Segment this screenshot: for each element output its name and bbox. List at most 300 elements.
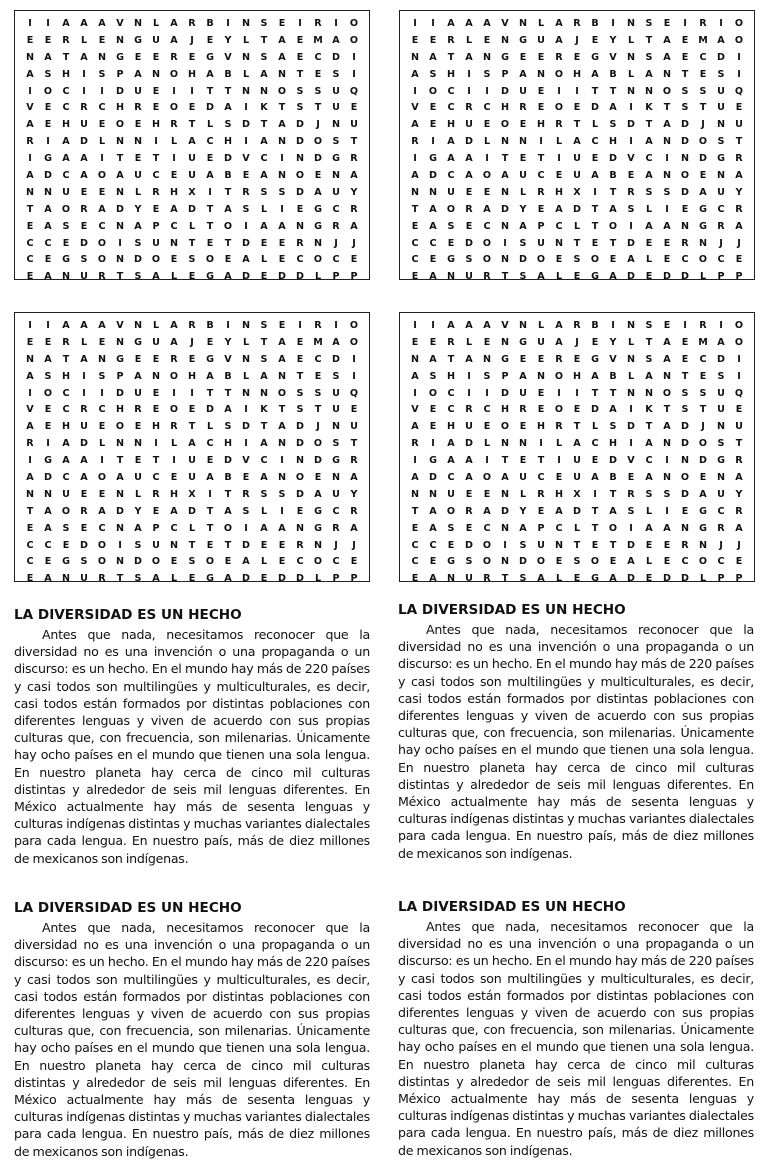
grid-row (23, 32, 361, 49)
grid-letter: D (663, 271, 671, 283)
grid-letter: I (100, 455, 104, 467)
grid-row (408, 385, 746, 402)
grid-letter: C (260, 455, 268, 467)
grid-letter: I (485, 387, 489, 399)
grid-letter: I (334, 17, 338, 29)
grid-letter: O (482, 237, 492, 249)
grid-letter: A (224, 102, 232, 114)
grid-letter: E (465, 186, 473, 198)
grid-letter: A (411, 370, 419, 382)
reading-body: Antes que nada, necesitamos reconocer que la diversidad no es una invención o una propaganda o un discurso: es un hecho. En el mundo hay más de 220 países y casi todos son multilingües y multiculturales, es decir, casi todos están formados por distintas poblaciones con diferentes lenguas y viven de acuerdo con sus propias culturas que, con frecuencia, son milenarias. Únicamente hay ocho países en el mundo que tienen una sola lengua. En nuestro planeta hay cerca de cinco mil culturas distintas y alrededor de seis mil lenguas diferentes. En México actualmente hay más de sesenta lenguas y culturas indígenas distintas y muchas variantes dialectales para cada lengua. En nuestro país, más de diez millones de mexicanos son indígenas. (398, 919, 754, 1158)
grid-letter: N (25, 51, 35, 63)
grid-letter: O (698, 136, 708, 148)
grid-letter: A (609, 573, 617, 585)
grid-letter: U (465, 573, 473, 585)
grid-letter: I (557, 455, 561, 467)
grid-letter: A (62, 438, 70, 450)
grid-letter: R (447, 34, 455, 46)
grid-letter: U (188, 455, 196, 467)
grid-letter: I (244, 522, 248, 534)
grid-letter: E (188, 353, 196, 365)
grid-letter: E (681, 505, 689, 517)
grid-letter: S (717, 68, 725, 80)
grid-letter: N (25, 353, 35, 365)
grid-letter: D (296, 421, 304, 433)
grid-letter: R (170, 353, 178, 365)
grid-letter: P (501, 68, 509, 80)
grid-letter: E (152, 102, 160, 114)
grid-letter: R (519, 102, 527, 114)
grid-letter: E (429, 404, 437, 416)
grid-letter: E (537, 505, 545, 517)
grid-row (23, 385, 361, 402)
grid-letter: N (662, 438, 672, 450)
grid-letter: E (260, 539, 268, 551)
grid-letter: R (735, 505, 743, 517)
grid-letter: S (314, 387, 322, 399)
grid-letter: U (350, 119, 358, 131)
grid-letter: I (413, 153, 417, 165)
grid-letter: N (662, 169, 672, 181)
grid-letter: S (681, 85, 689, 97)
grid-letter: N (25, 186, 35, 198)
grid-letter: A (44, 203, 52, 215)
grid-letter: N (43, 186, 53, 198)
grid-row (408, 83, 746, 100)
grid-letter: A (260, 169, 268, 181)
grid-letter: G (699, 220, 707, 232)
grid-letter: I (629, 102, 633, 114)
grid-letter: D (681, 573, 689, 585)
grid-letter: D (465, 237, 473, 249)
grid-letter: R (627, 186, 635, 198)
grid-letter: L (314, 573, 322, 585)
grid-letter: I (611, 17, 615, 29)
grid-letter: D (332, 353, 340, 365)
grid-letter: D (519, 254, 527, 266)
grid-letter: S (627, 505, 635, 517)
grid-letter: R (555, 51, 563, 63)
grid-letter: A (80, 471, 88, 483)
grid-letter: D (116, 387, 124, 399)
grid-letter: N (410, 51, 420, 63)
grid-letter: D (627, 271, 635, 283)
grid-letter: R (62, 34, 70, 46)
grid-letter: A (663, 220, 671, 232)
grid-letter: N (500, 34, 510, 46)
grid-letter: A (717, 336, 725, 348)
grid-letter: R (555, 119, 563, 131)
grid-letter: A (699, 488, 707, 500)
grid-letter: A (411, 68, 419, 80)
grid-row (408, 520, 746, 537)
grid-letter: O (482, 556, 492, 568)
grid-letter: Y (134, 203, 142, 215)
grid-letter: A (260, 438, 268, 450)
grid-letter: P (717, 573, 725, 585)
grid-letter: I (629, 438, 633, 450)
grid-letter: I (226, 319, 230, 331)
grid-letter: A (26, 471, 34, 483)
grid-letter: D (242, 421, 250, 433)
grid-letter: O (205, 254, 215, 266)
grid-letter: J (701, 421, 705, 433)
grid-letter: H (572, 370, 582, 382)
grid-letter: D (627, 237, 635, 249)
grid-letter: H (61, 119, 71, 131)
grid-letter: N (331, 119, 341, 131)
grid-letter: G (134, 34, 142, 46)
grid-letter: E (555, 556, 563, 568)
grid-row (23, 418, 361, 435)
grid-letter: O (151, 556, 161, 568)
grid-row (23, 201, 361, 218)
grid-letter: T (663, 102, 671, 114)
grid-letter: E (26, 271, 34, 283)
grid-letter: C (206, 136, 214, 148)
grid-letter: A (447, 17, 455, 29)
grid-letter: T (681, 370, 689, 382)
grid-letter: E (44, 336, 52, 348)
grid-letter: E (44, 404, 52, 416)
grid-letter: N (716, 169, 726, 181)
grid-letter: A (260, 370, 268, 382)
grid-letter: N (241, 51, 251, 63)
grid-letter: O (295, 169, 305, 181)
grid-letter: N (151, 370, 161, 382)
grid-letter: G (591, 353, 599, 365)
grid-letter: A (591, 370, 599, 382)
grid-letter: A (242, 556, 250, 568)
grid-letter: R (350, 153, 358, 165)
grid-letter: O (446, 505, 456, 517)
grid-letter: N (115, 34, 125, 46)
grid-letter: T (224, 85, 232, 97)
grid-letter: B (206, 319, 214, 331)
grid-letter: A (591, 68, 599, 80)
grid-letter: A (224, 573, 232, 585)
grid-letter: A (350, 522, 358, 534)
grid-letter: D (242, 573, 250, 585)
grid-letter: U (465, 421, 473, 433)
grid-letter: D (242, 271, 250, 283)
grid-letter: A (26, 370, 34, 382)
grid-letter: E (627, 471, 635, 483)
grid-letter: T (188, 539, 196, 551)
grid-letter: O (680, 169, 690, 181)
grid-letter: V (411, 404, 419, 416)
grid-letter: U (134, 169, 142, 181)
grid-letter: L (260, 505, 268, 517)
grid-letter: D (188, 203, 196, 215)
grid-letter: E (296, 336, 304, 348)
grid-letter: N (680, 220, 690, 232)
grid-letter: A (62, 455, 70, 467)
grid-letter: C (332, 254, 340, 266)
grid-letter: Y (609, 336, 617, 348)
grid-letter: N (241, 319, 251, 331)
grid-letter: O (61, 203, 71, 215)
grid-letter: A (465, 455, 473, 467)
grid-letter: V (224, 51, 232, 63)
grid-letter: S (645, 488, 653, 500)
grid-letter: U (735, 119, 743, 131)
grid-letter: E (188, 102, 196, 114)
grid-letter: O (349, 319, 359, 331)
grid-letter: P (501, 370, 509, 382)
grid-letter: A (278, 353, 286, 365)
grid-letter: E (260, 237, 268, 249)
grid-letter: D (278, 573, 286, 585)
grid-letter: D (465, 438, 473, 450)
grid-letter: A (483, 17, 491, 29)
grid-letter: T (224, 237, 232, 249)
grid-letter: A (429, 220, 437, 232)
grid-letter: D (242, 539, 250, 551)
grid-letter: A (170, 203, 178, 215)
grid-letter: R (681, 237, 689, 249)
grid-letter: O (151, 254, 161, 266)
grid-letter: T (609, 186, 617, 198)
grid-letter: G (717, 455, 725, 467)
grid-letter: E (537, 353, 545, 365)
grid-letter: E (242, 471, 250, 483)
grid-letter: E (44, 556, 52, 568)
grid-letter: B (609, 68, 617, 80)
grid-letter: H (446, 119, 456, 131)
grid-letter: D (465, 136, 473, 148)
grid-letter: S (609, 421, 617, 433)
grid-letter: L (591, 119, 599, 131)
grid-letter: O (554, 370, 564, 382)
grid-letter: I (629, 220, 633, 232)
grid-letter: N (277, 471, 287, 483)
grid-letter: I (46, 17, 50, 29)
grid-letter: I (557, 387, 561, 399)
grid-letter: T (735, 438, 743, 450)
grid-letter: C (152, 169, 160, 181)
grid-letter: A (98, 505, 106, 517)
grid-letter: C (314, 353, 322, 365)
grid-letter: L (242, 68, 250, 80)
grid-letter: O (536, 254, 546, 266)
grid-letter: U (152, 34, 160, 46)
grid-letter: E (152, 85, 160, 97)
grid-letter: I (575, 387, 579, 399)
grid-letter: N (277, 169, 287, 181)
grid-letter: T (350, 136, 358, 148)
grid-letter: H (61, 68, 71, 80)
grid-row (408, 570, 746, 587)
grid-row (23, 351, 361, 368)
grid-letter: E (573, 573, 581, 585)
grid-letter: E (663, 539, 671, 551)
grid-letter: O (277, 85, 287, 97)
grid-letter: T (501, 573, 509, 585)
grid-letter: I (280, 203, 284, 215)
grid-letter: T (591, 522, 599, 534)
grid-letter: C (332, 556, 340, 568)
grid-letter: A (224, 271, 232, 283)
grid-letter: I (467, 387, 471, 399)
grid-letter: H (169, 186, 179, 198)
grid-letter: C (296, 254, 304, 266)
grid-letter: L (645, 556, 653, 568)
grid-letter: A (501, 471, 509, 483)
grid-letter: L (260, 556, 268, 568)
word-search-bottom-right (399, 312, 755, 585)
grid-letter: A (627, 556, 635, 568)
grid-letter: A (260, 522, 268, 534)
grid-letter: R (537, 186, 545, 198)
grid-letter: I (280, 455, 284, 467)
grid-letter: D (591, 404, 599, 416)
grid-letter: E (44, 34, 52, 46)
grid-letter: E (645, 539, 653, 551)
grid-letter: T (573, 421, 581, 433)
grid-letter: D (627, 573, 635, 585)
grid-letter: O (698, 438, 708, 450)
grid-letter: E (663, 237, 671, 249)
grid-letter: E (350, 254, 358, 266)
grid-letter: D (681, 136, 689, 148)
grid-letter: U (80, 421, 88, 433)
grid-letter: I (46, 136, 50, 148)
grid-letter: R (98, 573, 106, 585)
grid-letter: A (519, 220, 527, 232)
grid-letter: I (154, 136, 158, 148)
grid-row (408, 133, 746, 150)
grid-letter: A (645, 438, 653, 450)
grid-letter: B (609, 471, 617, 483)
grid-letter: I (28, 17, 32, 29)
grid-letter: S (44, 68, 52, 80)
grid-letter: A (98, 17, 106, 29)
grid-letter: N (680, 455, 690, 467)
grid-letter: N (518, 438, 528, 450)
grid-letter: R (188, 17, 196, 29)
grid-letter: A (278, 522, 286, 534)
grid-letter: A (188, 438, 196, 450)
grid-letter: S (260, 353, 268, 365)
grid-letter: E (26, 220, 34, 232)
grid-letter: A (260, 471, 268, 483)
grid-letter: I (485, 85, 489, 97)
grid-letter: S (645, 17, 653, 29)
grid-row (408, 66, 746, 83)
grid-letter: S (699, 85, 707, 97)
grid-row (23, 317, 361, 334)
grid-letter: C (483, 220, 491, 232)
grid-letter: R (170, 51, 178, 63)
grid-letter: A (735, 471, 743, 483)
grid-letter: T (260, 336, 268, 348)
grid-letter: T (206, 522, 214, 534)
grid-letter: O (482, 169, 492, 181)
grid-letter: A (735, 220, 743, 232)
grid-letter: T (447, 51, 455, 63)
grid-letter: D (296, 488, 304, 500)
grid-letter: T (152, 153, 160, 165)
grid-letter: H (151, 421, 161, 433)
grid-letter: E (206, 237, 214, 249)
grid-letter: A (62, 17, 70, 29)
grid-letter: A (591, 471, 599, 483)
grid-letter: T (681, 68, 689, 80)
grid-letter: A (465, 17, 473, 29)
grid-letter: I (467, 68, 471, 80)
grid-letter: A (170, 17, 178, 29)
grid-letter: E (98, 186, 106, 198)
grid-letter: L (573, 522, 581, 534)
grid-letter: E (609, 556, 617, 568)
grid-letter: A (206, 370, 214, 382)
grid-letter: G (206, 271, 214, 283)
grid-letter: U (717, 85, 725, 97)
grid-letter: J (737, 539, 741, 551)
grid-letter: R (465, 203, 473, 215)
grid-letter: C (699, 51, 707, 63)
grid-letter: R (411, 136, 419, 148)
grid-letter: N (500, 556, 510, 568)
grid-letter: C (26, 556, 34, 568)
grid-letter: H (223, 136, 233, 148)
grid-letter: A (555, 505, 563, 517)
grid-letter: E (663, 556, 671, 568)
grid-letter: I (629, 522, 633, 534)
grid-letter: I (100, 387, 104, 399)
grid-letter: R (465, 404, 473, 416)
grid-letter: A (116, 169, 124, 181)
grid-letter: S (260, 488, 268, 500)
grid-row (408, 368, 746, 385)
grid-letter: V (501, 17, 509, 29)
grid-letter: A (519, 522, 527, 534)
grid-letter: E (296, 34, 304, 46)
grid-letter: T (735, 136, 743, 148)
grid-letter: O (554, 102, 564, 114)
grid-letter: K (645, 404, 653, 416)
grid-letter: N (115, 220, 125, 232)
grid-letter: G (591, 271, 599, 283)
grid-letter: N (554, 237, 564, 249)
grid-letter: D (573, 505, 581, 517)
grid-letter: E (429, 34, 437, 46)
grid-letter: I (298, 319, 302, 331)
grid-letter: D (224, 153, 232, 165)
grid-letter: T (62, 353, 70, 365)
grid-letter: A (278, 51, 286, 63)
grid-letter: A (80, 319, 88, 331)
grid-letter: I (298, 17, 302, 29)
grid-letter: U (465, 119, 473, 131)
grid-letter: G (62, 556, 70, 568)
grid-letter: E (152, 387, 160, 399)
grid-letter: T (447, 353, 455, 365)
grid-row (408, 503, 746, 520)
grid-letter: G (206, 51, 214, 63)
grid-letter: E (735, 254, 743, 266)
grid-letter: U (735, 421, 743, 433)
grid-row (408, 418, 746, 435)
grid-letter: A (62, 319, 70, 331)
grid-letter: S (332, 438, 340, 450)
grid-letter: N (716, 471, 726, 483)
grid-letter: S (242, 203, 250, 215)
grid-letter: O (61, 505, 71, 517)
grid-letter: E (296, 203, 304, 215)
grid-letter: A (44, 51, 52, 63)
